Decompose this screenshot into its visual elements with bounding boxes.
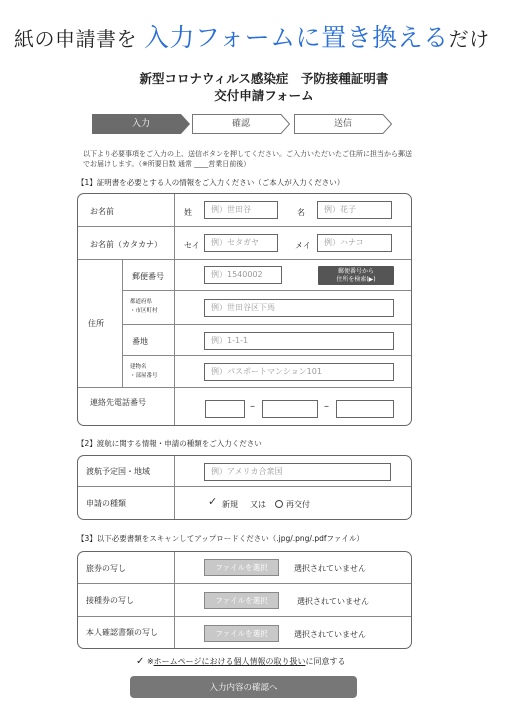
step-send-label: 送信 bbox=[333, 119, 352, 129]
postal-search-line1: 郵便番号から bbox=[337, 268, 374, 275]
file-button-id[interactable]: ファイルを選択 bbox=[204, 625, 279, 642]
type-row bbox=[78, 487, 411, 520]
file-button-ticket[interactable]: ファイルを選択 bbox=[204, 592, 279, 609]
doc-label-id: 本人確認書類の写し bbox=[86, 628, 158, 637]
agree-prefix: ※ bbox=[146, 657, 154, 666]
mei-input[interactable]: 例）花子 bbox=[317, 201, 392, 219]
step-confirm bbox=[192, 114, 290, 134]
mei-kana-label: メイ bbox=[295, 241, 311, 250]
checkmark-icon[interactable]: ✓ bbox=[208, 495, 218, 508]
section3-box bbox=[77, 551, 412, 649]
privacy-policy-link[interactable]: ホームページにおける個人情報の取り扱い bbox=[153, 657, 306, 666]
form-title-line2: 交付申請フォーム bbox=[214, 88, 314, 103]
step-input-label: 入力 bbox=[131, 119, 150, 129]
confirm-button[interactable]: 入力内容の確認へ bbox=[130, 676, 357, 698]
postal-search-line2: 住所を検索(▶) bbox=[336, 276, 376, 283]
headline-part2: 入力フォームに置き換える bbox=[143, 23, 449, 52]
headline-part3: だけ bbox=[448, 27, 490, 51]
phone-dash-1: – bbox=[250, 401, 255, 412]
intro-text: 以下より必要事項をご入力の上、送信ボタンを押してください。ご入力いただいたご住所に担当から郵送でお届けします。（※所要日数 通常 ____営業日前後） bbox=[83, 150, 412, 168]
step-confirm-label: 確認 bbox=[231, 119, 250, 129]
destination-label: 渡航予定国・地域 bbox=[86, 467, 150, 476]
section1-box bbox=[77, 193, 412, 426]
phone-label: 連絡先電話番号 bbox=[90, 398, 146, 407]
pref-label-line1: 都道府県 bbox=[130, 299, 153, 305]
building-row bbox=[122, 356, 411, 388]
destination-row bbox=[78, 456, 411, 487]
postal-search-button[interactable] bbox=[318, 266, 394, 285]
file-button-passport[interactable]: ファイルを選択 bbox=[204, 559, 279, 576]
phone-row bbox=[78, 388, 411, 426]
building-label-line2: ・部屋番号 bbox=[130, 373, 158, 379]
postal-label: 郵便番号 bbox=[132, 272, 164, 281]
building-input[interactable]: 例）パスポートマンション101 bbox=[204, 363, 394, 381]
kana-label: お名前（カタカナ） bbox=[90, 240, 162, 249]
postal-row bbox=[122, 260, 411, 291]
building-label-line1: 建物名 bbox=[130, 364, 147, 370]
file-status-passport: 選択されていません bbox=[294, 564, 366, 573]
phone-dash-2: – bbox=[324, 401, 329, 412]
sei-kana-input[interactable]: 例）セタガヤ bbox=[204, 234, 278, 252]
file-status-id: 選択されていません bbox=[294, 630, 366, 639]
address-label: 住所 bbox=[88, 319, 104, 328]
destination-input[interactable]: 例）アメリカ合衆国 bbox=[204, 463, 391, 481]
number-input[interactable]: 例）1-1-1 bbox=[204, 332, 394, 350]
headline-part1: 紙の申請書を bbox=[14, 27, 137, 51]
option-new-label: 新規 bbox=[222, 500, 238, 509]
doc-label-passport: 旅券の写し bbox=[86, 564, 126, 573]
building-label bbox=[130, 363, 158, 381]
type-label: 申請の種類 bbox=[86, 499, 126, 508]
sei-input[interactable]: 例）世田谷 bbox=[204, 201, 278, 219]
number-row bbox=[122, 325, 411, 356]
file-status-ticket: 選択されていません bbox=[297, 597, 369, 606]
section3-heading: 【3】以下必要書類をスキャンしてアップロードください（.jpg/.png/.pdfファイル） bbox=[77, 534, 364, 543]
mei-kana-input[interactable]: 例）ハナコ bbox=[317, 234, 392, 252]
sei-label: 姓 bbox=[184, 208, 192, 217]
pref-input[interactable]: 例）世田谷区下馬 bbox=[204, 299, 394, 317]
number-label: 番地 bbox=[132, 337, 148, 346]
section1-heading: 【1】証明書を必要とする人の情報をご入力ください（ご本人が入力ください） bbox=[77, 178, 345, 187]
mei-label: 名 bbox=[297, 208, 305, 217]
phone-input-1[interactable] bbox=[205, 400, 245, 418]
name-row bbox=[78, 194, 411, 227]
section2-box bbox=[77, 455, 412, 520]
option-reissue-label: 再交付 bbox=[286, 500, 310, 509]
sei-kana-label: セイ bbox=[184, 241, 200, 250]
form-title-line1: 新型コロナウィルス感染症 予防接種証明書 bbox=[139, 71, 389, 86]
doc-label-ticket: 接種券の写し bbox=[86, 596, 134, 605]
pref-label-line2: ・市区町村 bbox=[130, 308, 158, 314]
or-text: 又は bbox=[250, 500, 266, 509]
phone-input-2[interactable] bbox=[262, 400, 318, 418]
agree-suffix: に同意する bbox=[305, 657, 346, 666]
doc-row-passport bbox=[78, 552, 411, 584]
step-input bbox=[92, 114, 190, 134]
doc-row-ticket bbox=[78, 584, 411, 617]
radio-reissue-icon[interactable] bbox=[275, 500, 283, 508]
form-title bbox=[0, 70, 528, 104]
headline bbox=[14, 18, 514, 54]
phone-input-3[interactable] bbox=[336, 400, 394, 418]
name-label: お名前 bbox=[90, 207, 114, 216]
section2-heading: 【2】渡航に関する情報・申請の種類をご入力ください bbox=[77, 439, 262, 448]
pref-row bbox=[122, 291, 411, 325]
agree-checkmark-icon[interactable]: ✓ bbox=[136, 656, 145, 667]
doc-row-id bbox=[78, 617, 411, 649]
pref-label bbox=[130, 298, 158, 316]
agree-row[interactable] bbox=[136, 656, 345, 667]
kana-row bbox=[78, 227, 411, 260]
postal-input[interactable]: 例）1540002 bbox=[204, 266, 282, 284]
step-send bbox=[294, 114, 392, 134]
